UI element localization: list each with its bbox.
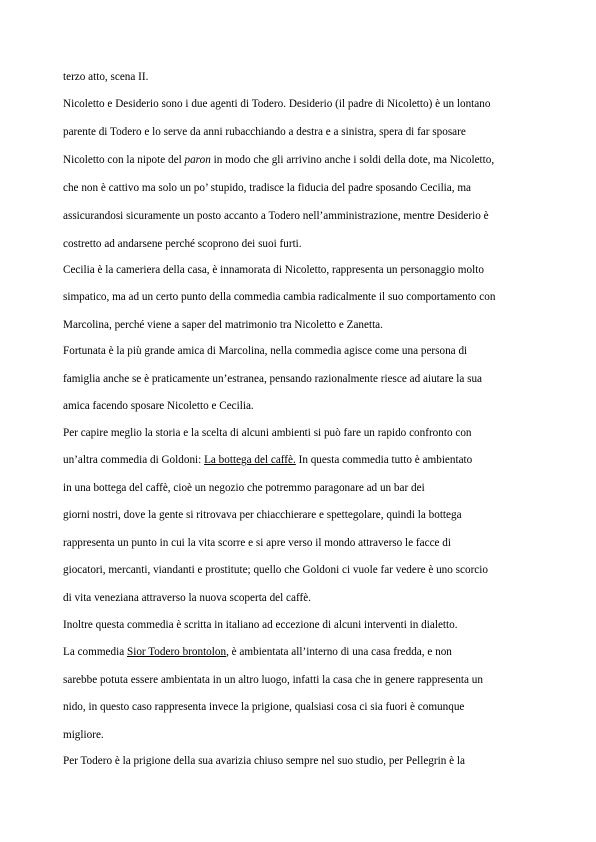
text-run: , è ambientata all’interno di una casa fredda, e non <box>226 646 452 658</box>
text-run: La commedia <box>63 646 127 658</box>
text-line <box>63 263 484 277</box>
text-run: costretto ad andarsene perché scoprono dei suoi furti. <box>63 238 302 250</box>
text-run: Fortunata è la più grande amica di Marcolina, nella commedia agisce come una persona di <box>63 345 468 357</box>
text-line <box>63 237 302 251</box>
text-run: nido, in questo caso rappresenta invece la prigione, qualsiasi cosa ci sia fuori è comunque <box>63 701 465 713</box>
text-line <box>63 728 104 742</box>
text-line <box>63 426 472 440</box>
text-run: giocatori, mercanti, viandanti e prostitute; quello che Goldoni ci vuole far vedere è uno scorcio <box>63 564 488 576</box>
text-run: Nicoletto con la nipote del <box>63 154 185 166</box>
text-run: Per Todero è la prigione della sua avarizia chiuso sempre nel suo studio, per Pellegrin è la <box>63 755 465 767</box>
text-line <box>63 181 471 195</box>
text-line <box>63 700 464 714</box>
text-line <box>63 97 490 111</box>
text-run: Per capire meglio la storia e la scelta di alcuni ambienti si può fare un rapido confronto con <box>63 427 472 439</box>
text-line <box>63 290 495 304</box>
text-run: parente di Todero e lo serve da anni rubacchiando a destra e a sinistra, spera di far sposare <box>63 126 466 138</box>
text-run: terzo atto, scena II. <box>63 71 149 83</box>
text-line <box>63 318 383 332</box>
text-run: migliore. <box>63 729 104 741</box>
text-line <box>63 618 458 632</box>
text-run: famiglia anche se è praticamente un’estranea, pensando razionalmente riesce ad aiutare la sua <box>63 373 483 385</box>
text-run: in modo che gli arrivino anche i soldi della dote, ma Nicoletto, <box>210 154 495 166</box>
text-line <box>63 645 452 659</box>
text-line <box>63 125 466 139</box>
text-run: un’altra commedia di Goldoni: <box>63 454 205 466</box>
text-run: Cecilia è la cameriera della casa, è innamorata di Nicoletto, rappresenta un personaggio molto <box>63 264 484 276</box>
text-run: assicurandosi sicuramente un posto accanto a Todero nell’amministrazione, mentre Desiderio è <box>63 210 489 222</box>
text-line <box>63 673 483 687</box>
italic-term: paron <box>184 154 211 166</box>
text-line <box>63 508 462 522</box>
text-line <box>63 536 451 550</box>
text-line <box>63 563 488 577</box>
text-line <box>63 209 489 223</box>
text-run: in una bottega del caffè, cioè un negozio che potremmo paragonare ad un bar dei <box>63 482 425 494</box>
text-line <box>63 591 311 605</box>
text-run: rappresenta un punto in cui la vita scorre e si apre verso il mondo attraverso le facce di <box>63 537 451 549</box>
text-run: di vita veneziana attraverso la nuova scoperta del caffè. <box>63 592 311 604</box>
underlined-title: Sior Todero brontolon <box>127 646 227 658</box>
text-run: amica facendo sposare Nicoletto e Cecilia. <box>63 400 254 412</box>
text-run: giorni nostri, dove la gente si ritrovava per chiacchierare e spettegolare, quindi la bottega <box>63 509 462 521</box>
underlined-title: La bottega del caffè. <box>204 454 296 466</box>
text-line <box>63 754 465 768</box>
text-run: simpatico, ma ad un certo punto della commedia cambia radicalmente il suo comportamento con <box>63 291 496 303</box>
text-line <box>63 344 467 358</box>
text-line <box>63 372 482 386</box>
text-line <box>63 453 472 467</box>
text-run: Inoltre questa commedia è scritta in italiano ad eccezione di alcuni interventi in dialetto. <box>63 619 458 631</box>
text-run: che non è cattivo ma solo un po’ stupido, tradisce la fiducia del padre sposando Cecilia, ma <box>63 182 472 194</box>
text-run: In questa commedia tutto è ambientato <box>295 454 473 466</box>
text-line <box>63 399 254 413</box>
text-run: sarebbe potuta essere ambientata in un altro luogo, infatti la casa che in genere rappresenta un <box>63 674 483 686</box>
text-line <box>63 481 425 495</box>
text-line <box>63 70 148 84</box>
text-run: Marcolina, perché viene a saper del matrimonio tra Nicoletto e Zanetta. <box>63 319 383 331</box>
text-run: Nicoletto e Desiderio sono i due agenti di Todero. Desiderio (il padre di Nicoletto) è un lontano <box>63 98 491 110</box>
text-line <box>63 153 494 167</box>
